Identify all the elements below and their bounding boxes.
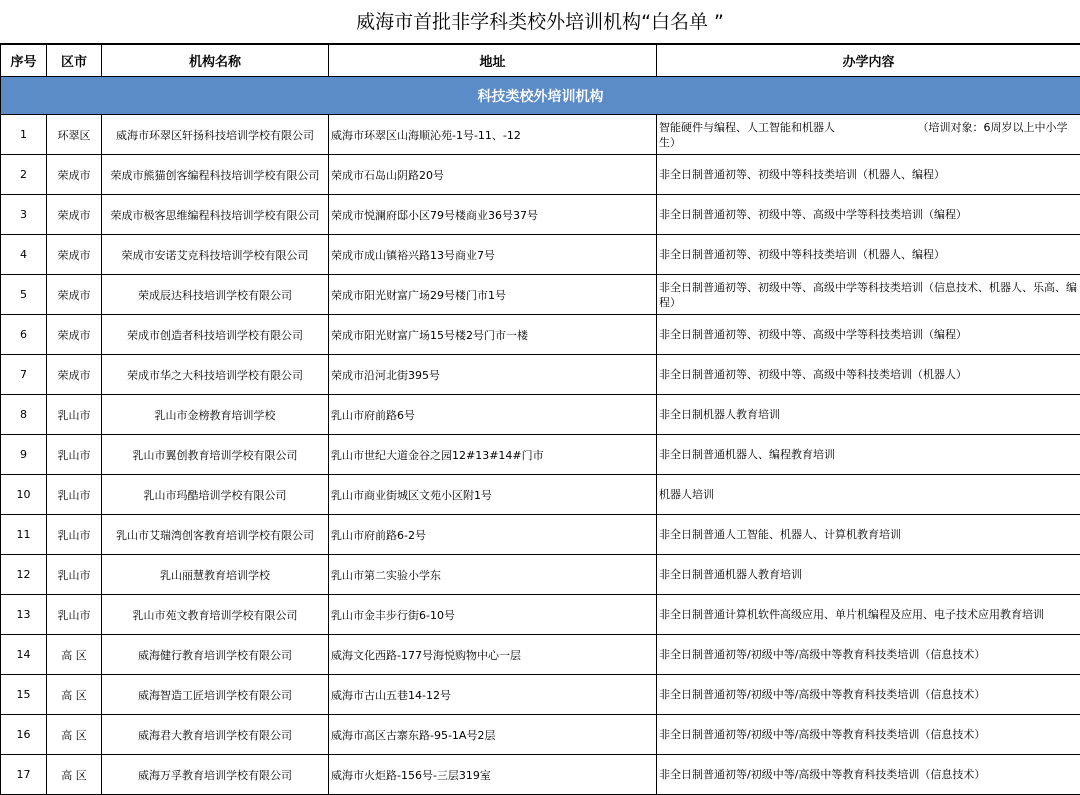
cell-content: 非全日制普通初等、初级中等科技类培训（机器人、编程） (657, 155, 1080, 195)
cell-no: 17 (1, 755, 47, 795)
cell-address: 乳山市金丰步行街6-10号 (329, 595, 657, 635)
section-row (1, 77, 1080, 115)
cell-district: 高 区 (47, 755, 102, 795)
cell-address: 威海市环翠区山海顺沁苑-1号-11、-12 (329, 115, 657, 155)
header-row (1, 45, 1080, 77)
table-body (1, 115, 1080, 795)
cell-address: 乳山市第二实验小学东 (329, 555, 657, 595)
cell-address: 威海文化西路-177号海悦购物中心一层 (329, 635, 657, 675)
cell-district: 乳山市 (47, 555, 102, 595)
cell-name: 乳山市玛酷培训学校有限公司 (102, 475, 329, 515)
cell-district: 乳山市 (47, 515, 102, 555)
cell-district: 荣成市 (47, 235, 102, 275)
cell-no: 8 (1, 395, 47, 435)
cell-content: 非全日制普通初等/初级中等/高级中等教育科技类培训（信息技术） (657, 715, 1080, 755)
cell-no: 1 (1, 115, 47, 155)
cell-district: 乳山市 (47, 595, 102, 635)
cell-name: 乳山市苑文教育培训学校有限公司 (102, 595, 329, 635)
cell-address: 乳山市商业街城区文苑小区附1号 (329, 475, 657, 515)
cell-name: 威海君大教育培训学校有限公司 (102, 715, 329, 755)
table-row (1, 515, 1080, 555)
cell-no: 10 (1, 475, 47, 515)
header-no: 序号 (1, 45, 47, 77)
sheet-title: 威海市首批非学科类校外培训机构“白名单 ” (0, 0, 1080, 44)
cell-no: 9 (1, 435, 47, 475)
cell-no: 11 (1, 515, 47, 555)
cell-address: 威海市火炬路-156号-三层319室 (329, 755, 657, 795)
cell-no: 2 (1, 155, 47, 195)
cell-content: 非全日制普通初等、初级中等科技类培训（机器人、编程） (657, 235, 1080, 275)
cell-no: 3 (1, 195, 47, 235)
cell-name: 威海市环翠区轩扬科技培训学校有限公司 (102, 115, 329, 155)
cell-address: 荣成市阳光财富广场15号楼2号门市一楼 (329, 315, 657, 355)
table-row (1, 155, 1080, 195)
cell-no: 5 (1, 275, 47, 315)
cell-no: 13 (1, 595, 47, 635)
cell-address: 威海市古山五巷14-12号 (329, 675, 657, 715)
table-row (1, 755, 1080, 795)
cell-address: 荣成市阳光财富广场29号楼门市1号 (329, 275, 657, 315)
cell-content: 智能硬件与编程、人工智能和机器人 （培训对象：6周岁以上中小学生） (657, 115, 1080, 155)
cell-district: 荣成市 (47, 155, 102, 195)
cell-address: 荣成市悦澜府邸小区79号楼商业36号37号 (329, 195, 657, 235)
table-row (1, 355, 1080, 395)
table-row (1, 115, 1080, 155)
table-row (1, 675, 1080, 715)
cell-content: 非全日制普通计算机软件高级应用、单片机编程及应用、电子技术应用教育培训 (657, 595, 1080, 635)
cell-name: 威海万孚教育培训学校有限公司 (102, 755, 329, 795)
cell-no: 6 (1, 315, 47, 355)
cell-district: 环翠区 (47, 115, 102, 155)
cell-name: 荣成辰达科技培训学校有限公司 (102, 275, 329, 315)
cell-content: 非全日制普通初等/初级中等/高级中等教育科技类培训（信息技术） (657, 635, 1080, 675)
cell-name: 荣成市安诺艾克科技培训学校有限公司 (102, 235, 329, 275)
cell-no: 12 (1, 555, 47, 595)
cell-content: 非全日制普通初等、初级中等、高级中等科技类培训（机器人） (657, 355, 1080, 395)
cell-no: 7 (1, 355, 47, 395)
table-row (1, 235, 1080, 275)
section-title: 科技类校外培训机构 (1, 77, 1080, 115)
cell-address: 荣成市成山镇裕兴路13号商业7号 (329, 235, 657, 275)
cell-name: 威海智造工匠培训学校有限公司 (102, 675, 329, 715)
cell-content: 机器人培训 (657, 475, 1080, 515)
cell-district: 荣成市 (47, 355, 102, 395)
cell-content: 非全日制普通初等、初级中等、高级中学等科技类培训（信息技术、机器人、乐高、编程） (657, 275, 1080, 315)
cell-content: 非全日制普通初等/初级中等/高级中等教育科技类培训（信息技术） (657, 755, 1080, 795)
cell-name: 乳山市艾瑞湾创客教育培训学校有限公司 (102, 515, 329, 555)
cell-no: 14 (1, 635, 47, 675)
cell-address: 威海市高区古寨东路-95-1A号2层 (329, 715, 657, 755)
table-row (1, 435, 1080, 475)
cell-no: 4 (1, 235, 47, 275)
cell-name: 乳山市金榜教育培训学校 (102, 395, 329, 435)
header-address: 地址 (329, 45, 657, 77)
cell-district: 乳山市 (47, 435, 102, 475)
header-content: 办学内容 (657, 45, 1080, 77)
cell-district: 高 区 (47, 635, 102, 675)
cell-content: 非全日制普通初等/初级中等/高级中等教育科技类培训（信息技术） (657, 675, 1080, 715)
header-name: 机构名称 (102, 45, 329, 77)
cell-content: 非全日制普通人工智能、机器人、计算机教育培训 (657, 515, 1080, 555)
table-row (1, 315, 1080, 355)
table-row (1, 195, 1080, 235)
cell-content: 非全日制普通机器人教育培训 (657, 555, 1080, 595)
cell-address: 乳山市世纪大道金谷之园12#13#14#门市 (329, 435, 657, 475)
cell-content: 非全日制普通初等、初级中等、高级中学等科技类培训（编程） (657, 315, 1080, 355)
cell-district: 高 区 (47, 675, 102, 715)
table-row (1, 595, 1080, 635)
cell-district: 荣成市 (47, 275, 102, 315)
cell-name: 荣成市熊猫创客编程科技培训学校有限公司 (102, 155, 329, 195)
cell-district: 乳山市 (47, 395, 102, 435)
cell-name: 威海健行教育培训学校有限公司 (102, 635, 329, 675)
whitelist-table (0, 44, 1080, 795)
cell-address: 乳山市府前路6号 (329, 395, 657, 435)
cell-name: 乳山丽慧教育培训学校 (102, 555, 329, 595)
cell-content: 非全日制普通机器人、编程教育培训 (657, 435, 1080, 475)
table-row (1, 715, 1080, 755)
cell-name: 荣成市华之大科技培训学校有限公司 (102, 355, 329, 395)
cell-address: 荣成市石岛山阴路20号 (329, 155, 657, 195)
cell-name: 荣成市极客思维编程科技培训学校有限公司 (102, 195, 329, 235)
table-row (1, 475, 1080, 515)
cell-name: 荣成市创造者科技培训学校有限公司 (102, 315, 329, 355)
cell-no: 15 (1, 675, 47, 715)
table-row (1, 395, 1080, 435)
header-district: 区市 (47, 45, 102, 77)
cell-district: 荣成市 (47, 195, 102, 235)
cell-content: 非全日制普通初等、初级中等、高级中学等科技类培训（编程） (657, 195, 1080, 235)
cell-address: 乳山市府前路6-2号 (329, 515, 657, 555)
table-row (1, 555, 1080, 595)
table-row (1, 635, 1080, 675)
cell-district: 乳山市 (47, 475, 102, 515)
table-row (1, 275, 1080, 315)
cell-address: 荣成市沿河北街395号 (329, 355, 657, 395)
cell-content: 非全日制机器人教育培训 (657, 395, 1080, 435)
cell-district: 荣成市 (47, 315, 102, 355)
cell-name: 乳山市翼创教育培训学校有限公司 (102, 435, 329, 475)
cell-district: 高 区 (47, 715, 102, 755)
cell-no: 16 (1, 715, 47, 755)
